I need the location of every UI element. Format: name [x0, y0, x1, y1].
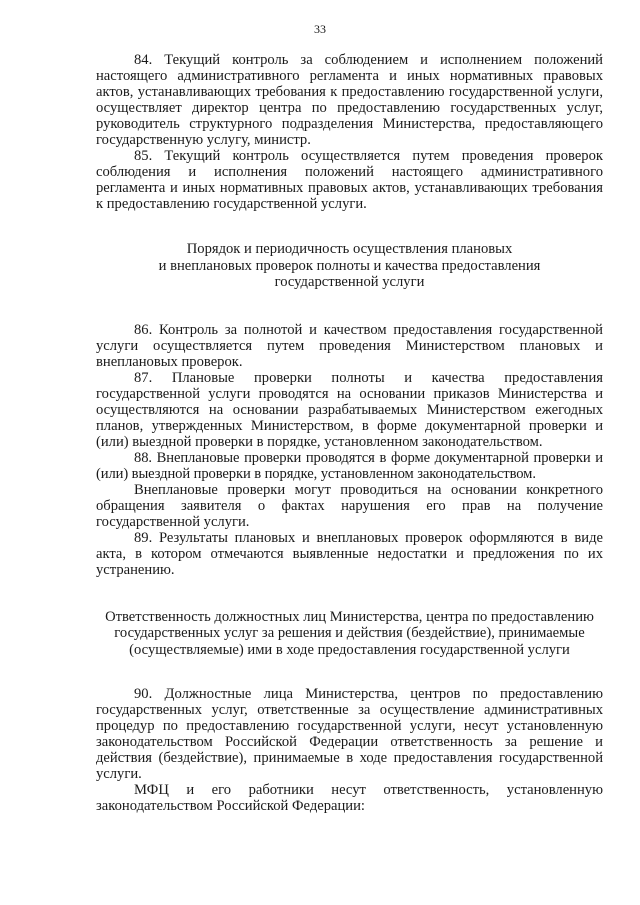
paragraph-86: 86. Контроль за полнотой и качеством предоставления государственной услуги осуществляется путем проведения Министерством плановых и внеплановых проверок.: [96, 321, 603, 370]
section-responsibility: [96, 686, 603, 814]
section-heading-inspections: [96, 241, 603, 291]
page-number: 33: [314, 22, 326, 36]
heading-line: Порядок и периодичность осуществления плановых: [186, 241, 513, 257]
paragraph-mfc: МФЦ и его работники несут ответственность, установленную законодательством Российской Федерации:: [96, 782, 603, 814]
section-heading-responsibility: [90, 609, 609, 659]
paragraph-88-continued: Внеплановые проверки могут проводиться на основании конкретного обращения заявителя о фактах нарушения его прав на получение государственной услуги.: [96, 481, 603, 530]
heading-line: государственных услуг за решения и действия (бездействие), принимаемые: [114, 625, 585, 641]
heading-line: (осуществляемые) ими в ходе предоставления государственной услуги: [129, 641, 570, 658]
heading-line: Ответственность должностных лиц Министерства, центра по предоставлению: [105, 608, 594, 625]
paragraph-85: 85. Текущий контроль осуществляется путем проведения проверок соблюдения и исполнения положений настоящего административного регламента и иных нормативных правовых актов, устанавливающих требования к предоставлению государственной услуги.: [96, 148, 603, 212]
section-current-control: [96, 52, 603, 212]
heading-line: и внеплановых проверок полноты и качества предоставления: [158, 257, 541, 274]
section-inspections: [96, 322, 603, 578]
heading-line: государственной услуги: [274, 274, 425, 290]
paragraph-89: 89. Результаты плановых и внеплановых проверок оформляются в виде акта, в котором отмечаются выявленные недостатки и предложения по их устранению.: [96, 529, 603, 578]
paragraph-90: 90. Должностные лица Министерства, центров по предоставлению государственных услуг, ответственные за осуществление административных процедур по предоставлению государственной услуги, несут установленную законодательством Российской Федерации ответственность за решение и действия (бездействие), принимаемые в ходе предоставления государственной услуги.: [96, 686, 603, 782]
document-body: [96, 52, 603, 814]
paragraph-84: 84. Текущий контроль за соблюдением и исполнением положений настоящего административного регламента и иных нормативных правовых актов, устанавливающих требования к предоставлению государственной услуги, осуществляет директор центра по предоставлению государственных услуг, руководитель структурного подразделения Министерства, предоставляющего государственную услугу, министр.: [96, 52, 603, 148]
paragraph-87: 87. Плановые проверки полноты и качества предоставления государственной услуги проводятся на основании приказов Министерства и осуществляются на основании разрабатываемых Министерством ежегодных планов, утвержденных Министерством, в форме документарной проверки и (или) выездной проверки в порядке, установленном законодательством.: [96, 369, 603, 450]
paragraph-88: 88. Внеплановые проверки проводятся в форме документарной проверки и (или) выездной проверки в порядке, установленном законодательством.: [96, 449, 603, 482]
